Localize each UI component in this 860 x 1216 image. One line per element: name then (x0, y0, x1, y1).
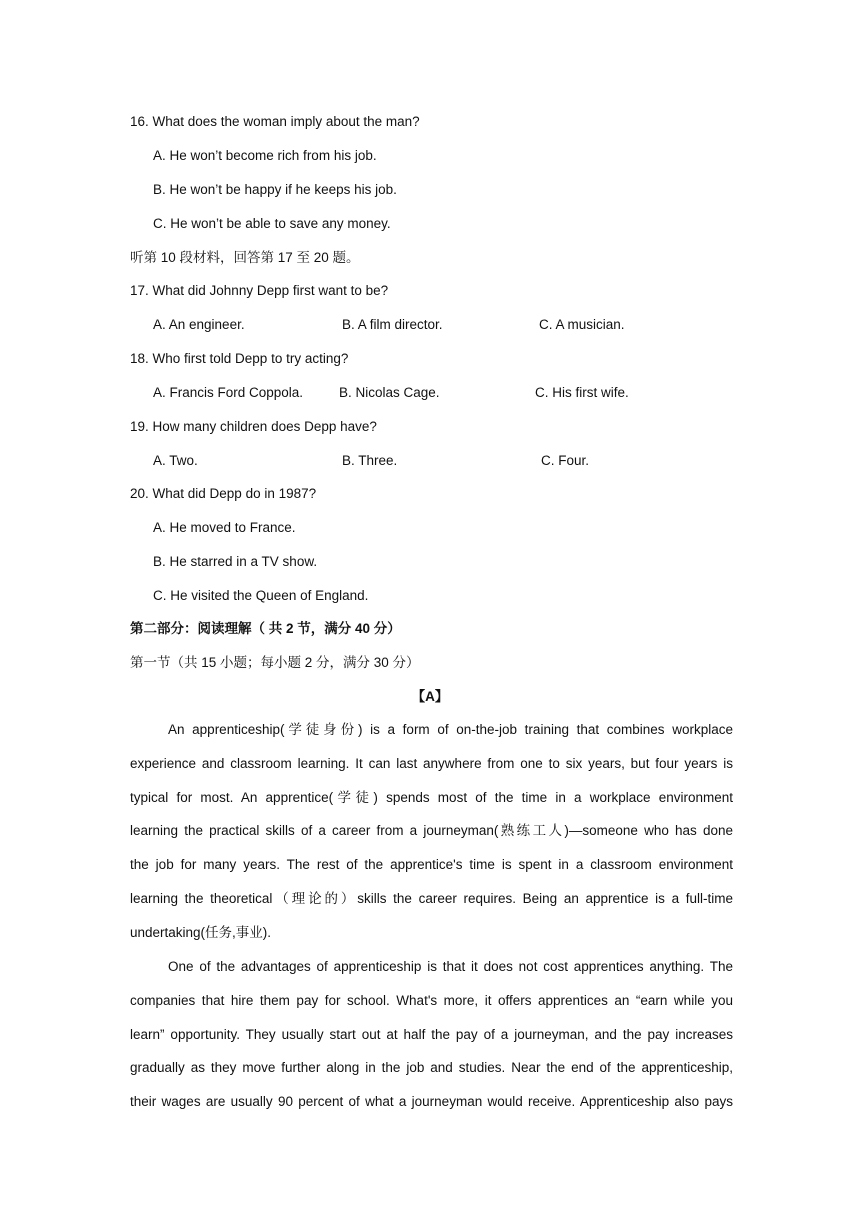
question-18-option-c: C. His first wife. (535, 385, 629, 400)
passage-label: 【A】 (411, 689, 449, 704)
paragraph-line: An apprenticeship(学徒身份) is a form of on-the-job training that combines workplace (168, 722, 733, 737)
question-16-option-a: A. He won’t become rich from his job. (153, 148, 377, 163)
question-17-stem: 17. What did Johnny Depp first want to be? (130, 283, 389, 298)
listening-instruction: 听第 10 段材料，回答第 17 至 20 题。 (130, 250, 360, 265)
paragraph-line: undertaking(任务,事业). (130, 924, 272, 940)
question-18-stem: 18. Who first told Depp to try acting? (130, 351, 349, 366)
paragraph-line: learning the theoretical（理论的）skills the career requires. Being an apprentice is a full-time (130, 890, 733, 906)
passage-a-paragraph-1 (130, 713, 733, 950)
paragraph-line: gradually as they move further along in the job and studies. Near the end of the apprenticeship, (130, 1060, 733, 1076)
part-2-title: 第二部分：阅读理解（ 共 2 节，满分 40 分） (130, 621, 401, 636)
question-16-option-b: B. He won’t be happy if he keeps his job. (153, 182, 397, 197)
paragraph-line: their wages are usually 90 percent of what a journeyman would receive. Apprenticeship also pays (130, 1094, 733, 1110)
question-16-option-c: C. He won’t be able to save any money. (153, 216, 391, 231)
paragraph-line: One of the advantages of apprenticeship is that it does not cost apprentices anything. The (168, 959, 733, 974)
section-1-title: 第一节（共 15 小题；每小题 2 分，满分 30 分） (130, 655, 420, 670)
question-16-stem: 16. What does the woman imply about the man? (130, 114, 420, 129)
paragraph-line: experience and classroom learning. It can last anywhere from one to six years, but four years is (130, 755, 733, 771)
question-20-option-b: B. He starred in a TV show. (153, 554, 318, 569)
paragraph-line: typical for most. An apprentice(学徒) spends most of the time in a workplace environment (130, 789, 733, 805)
passage-a-paragraph-2 (130, 950, 733, 1119)
question-18-option-a: A. Francis Ford Coppola. (153, 385, 304, 400)
question-19-option-a: A. Two. (153, 453, 198, 468)
question-19-stem: 19. How many children does Depp have? (130, 419, 377, 434)
paragraph-line: learning the practical skills of a career from a journeyman(熟练工人)—someone who has done (130, 823, 733, 839)
question-20-option-c: C. He visited the Queen of England. (153, 588, 369, 603)
question-19-option-b: B. Three. (342, 453, 398, 468)
question-19-option-c: C. Four. (541, 453, 590, 468)
paragraph-line: companies that hire them pay for school. What's more, it offers apprentices an “earn while you (130, 992, 733, 1008)
paragraph-line: the job for many years. The rest of the apprentice's time is spent in a classroom environment (130, 857, 733, 873)
paragraph-line: learn” opportunity. They usually start out at half the pay of a journeyman, and the pay increases (130, 1026, 733, 1042)
question-20-stem: 20. What did Depp do in 1987? (130, 486, 317, 501)
question-20-option-a: A. He moved to France. (153, 520, 296, 535)
question-18-option-b: B. Nicolas Cage. (339, 385, 440, 400)
question-17-option-a: A. An engineer. (153, 317, 245, 332)
question-17-option-b: B. A film director. (342, 317, 443, 332)
question-17-option-c: C. A musician. (539, 317, 625, 332)
